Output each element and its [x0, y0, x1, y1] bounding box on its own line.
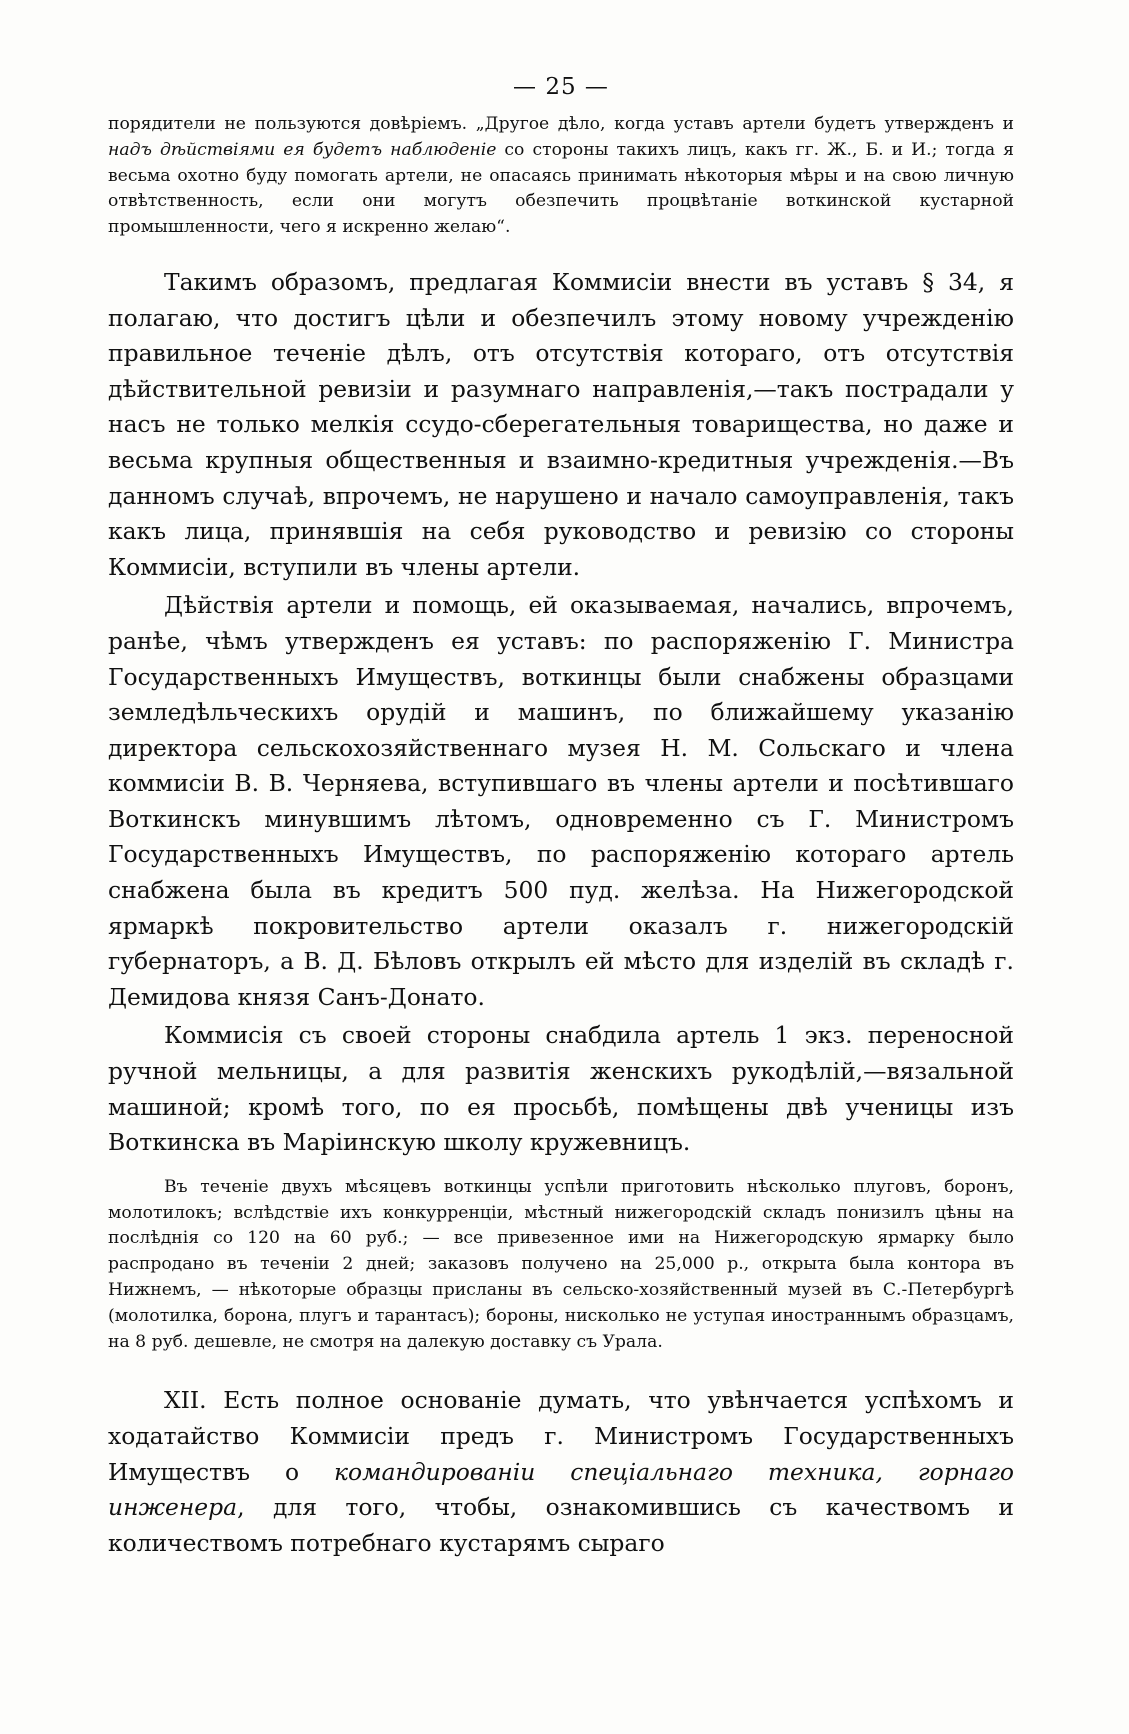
paragraph-text: , для того, чтобы, ознакомившись съ качествомъ и количествомъ потребнаго кустарямъ сыраго [108, 1493, 1014, 1557]
paragraph-quote-continuation [108, 112, 1014, 241]
paragraph-commission-statute: Такимъ образомъ, предлагая Коммисіи внести въ уставъ § 34, я полагаю, что достигъ цѣли и обезпечилъ этому новому учрежденію правильное теченіе дѣлъ, отъ отсутствія котораго, отъ отсутствія дѣйствительной ревизіи и разумнаго направленія,—такъ пострадали у насъ не только мелкія ссудо-сберегательныя товарищества, но даже и весьма крупныя общественныя и взаимно-кредитныя учрежденія.—Въ данномъ случаѣ, впрочемъ, не нарушено и начало самоуправленія, такъ какъ лица, принявшія на себя руководство и ревизію со стороны Коммисіи, вступили въ члены артели. [108, 267, 1014, 581]
italic-phrase: командированіи спеціальнаго техника, горнаго инженера [108, 1457, 1014, 1522]
paragraph-text: порядители не пользуются довѣріемъ. „Другое дѣло, когда уставъ артели будетъ утвержденъ и [108, 114, 1014, 134]
italic-phrase: надъ дѣйствіями ея будетъ наблюденіе [108, 139, 497, 160]
paragraph-section-xii [108, 1383, 1014, 1561]
paragraph-commission-supply: Коммисія съ своей стороны снабдила артель 1 экз. переносной ручной мельницы, а для развитія женскихъ рукодѣлій,—вязальной машиной; кромѣ того, по ея просьбѣ, помѣщены двѣ ученицы изъ Воткинска въ Маріинскую школу кружевницъ. [108, 1021, 1014, 1157]
page-number: — 25 — [513, 74, 609, 100]
paragraph-text: XII. Есть полное основаніе думать, что увѣнчается успѣхомъ и ходатайство Коммисіи предъ г. Министромъ Государственныхъ Имуществъ о [108, 1386, 1014, 1486]
paragraph-text: со стороны такихъ лицъ, какъ гг. Ж., Б. и И.; тогда я весьма охотно буду помогать артели, не опасаясь принимать нѣкоторыя мѣры и на свою личную отвѣтственность, если они могутъ обезпечить процвѣтаніе воткинской кустарной промышленности, чего я искренно желаю“. [108, 139, 1014, 238]
paragraph-sales-results: Въ теченіе двухъ мѣсяцевъ воткинцы успѣли приготовить нѣсколько плуговъ, боронъ, молотилокъ; вслѣдствіе ихъ конкурренціи, мѣстный нижегородскій складъ понизилъ цѣны на послѣднія со 120 на 60 руб.; — все привезенное ими на Нижегородскую ярмарку было распродано въ теченіи 2 дней; заказовъ получено на 25,000 р., открыта была контора въ Нижнемъ, — нѣкоторые образцы присланы въ сельско-хозяйственный музей въ С.-Петербургѣ (молотилка, борона, плугъ и тарантасъ); бороны, нисколько не уступая иностраннымъ образцамъ, на 8 руб. дешевле, не смотря на далекую доставку съ Урала. [108, 1176, 1014, 1352]
document-page [108, 74, 1014, 1561]
paragraph-artel-actions: Дѣйствія артели и помощь, ей оказываемая, начались, впрочемъ, ранѣе, чѣмъ утвержденъ ея уставъ: по распоряженію Г. Министра Государственныхъ Имуществъ, воткинцы были снабжены образцами земледѣльческихъ орудій и машинъ, по ближайшему указанію директора сельскохозяйственнаго музея Н. М. Сольскаго и члена коммисіи В. В. Черняева, вступившаго въ члены артели и посѣтившаго Воткинскъ минувшимъ лѣтомъ, одновременно съ Г. Министромъ Государственныхъ Имуществъ, по распоряженію котораго артель снабжена была въ кредитъ 500 пуд. желѣза. На Нижегородской ярмаркѣ покровительство артели оказалъ г. нижегородскій губернаторъ, а В. Д. Бѣловъ открылъ ей мѣсто для изделій въ складѣ г. Демидова князя Санъ-Донато. [108, 591, 1014, 1011]
